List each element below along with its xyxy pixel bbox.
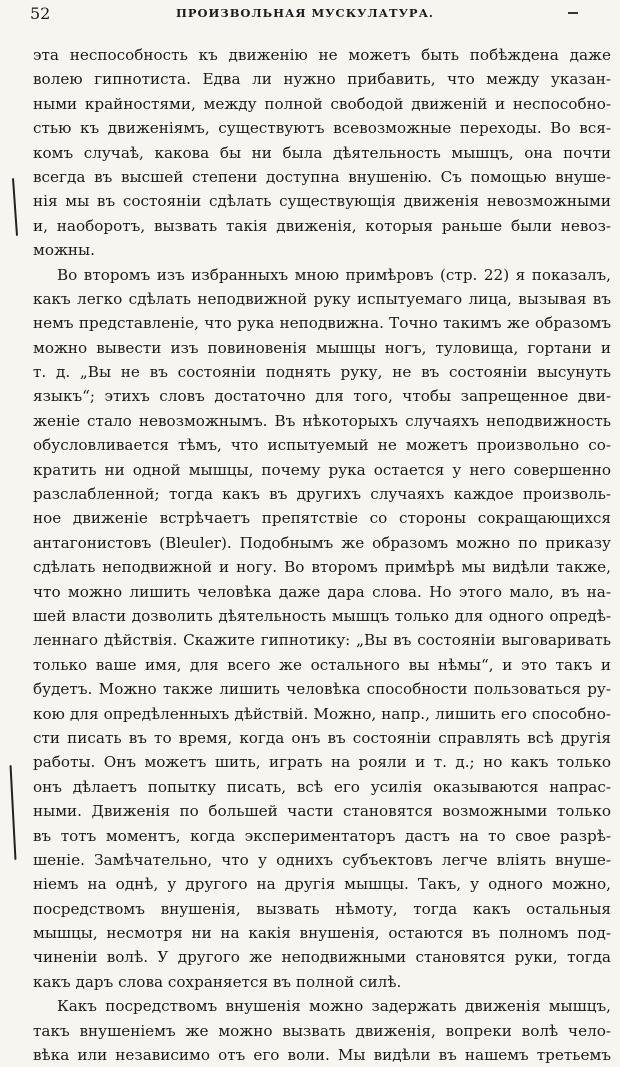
- margin-pencil-mark: [10, 765, 17, 860]
- body-text: [33, 43, 611, 1067]
- text-line: сдѣлать неподвижной и ногу. Во второмъ примѣрѣ мы видѣли также,: [33, 558, 611, 577]
- text-line: т. д. „Вы не въ состояніи поднять руку, не въ состояніи высунуть: [33, 363, 611, 382]
- text-line: комъ случаѣ, какова бы ни была дѣятельность мышцъ, она почти: [33, 143, 611, 162]
- text-line: вѣка или независимо отъ его воли. Мы видѣли въ нашемъ третьемъ: [33, 1046, 611, 1065]
- text-line: мышцы, несмотря ни на какія внушенія, остаются въ полномъ под-: [33, 924, 611, 943]
- text-line: волею гипнотиста. Едва ли нужно прибавить, что между указан-: [33, 70, 611, 89]
- text-line: сти писать въ то время, когда онъ въ состояніи справлять всѣ другія: [33, 728, 611, 747]
- text-line: антагонистовъ (Bleuler). Подобнымъ же образомъ можно по приказу: [33, 533, 611, 552]
- text-line: въ тотъ моментъ, когда экспериментаторъ дастъ на то свое разрѣ-: [33, 826, 611, 845]
- text-line: посредствомъ внушенія, вызвать нѣмоту, тогда какъ остальныя: [33, 899, 611, 918]
- text-line: какъ даръ слова сохраняется въ полной силѣ.: [33, 972, 402, 991]
- text-line: ное движеніе встрѣчаетъ препятствіе со стороны сокращающихся: [33, 509, 611, 528]
- page-header: [30, 2, 580, 24]
- text-line: можны.: [33, 241, 95, 260]
- text-line: Во второмъ изъ избранныхъ мною примѣровъ (стр. 22) я показалъ,: [57, 265, 611, 284]
- page-number: 52: [30, 3, 51, 23]
- text-line: какъ легко сдѣлать неподвижной руку испытуемаго лица, вызывая въ: [33, 289, 611, 308]
- text-line: шеніе. Замѣчательно, что у однихъ субъектовъ легче вліять внуше-: [33, 850, 611, 869]
- text-line: шей власти дозволить дѣятельность мышцъ только для одного опредѣ-: [33, 606, 611, 625]
- text-line: чиненіи волѣ. У другого же неподвижными становятся руки, тогда: [33, 948, 611, 967]
- text-line: онъ дѣлаетъ попытку писать, всѣ его усилія оказываются напрас-: [33, 777, 611, 796]
- text-line: стью къ движеніямъ, существуютъ всевозможные переходы. Во вся-: [33, 119, 611, 138]
- text-line: ніемъ на однѣ, у другого на другія мышцы. Такъ, у одного можно,: [33, 875, 611, 894]
- text-line: Какъ посредствомъ внушенія можно задержать движенія мышцъ,: [57, 997, 611, 1016]
- text-line: нія мы въ состояніи сдѣлать существующія движенія невозможными: [33, 192, 611, 211]
- text-line: разслабленной; тогда какъ въ другихъ случаяхъ каждое произволь-: [33, 485, 611, 504]
- text-line: ными крайностями, между полной свободой движеній и неспособно-: [33, 94, 611, 113]
- text-line: работы. Онъ можетъ шить, играть на рояли и т. д.; но какъ только: [33, 753, 611, 772]
- text-line: обусловливается тѣмъ, что испытуемый не можетъ произвольно со-: [33, 436, 611, 455]
- text-line: ными. Движенія по большей части становятся возможными только: [33, 802, 611, 821]
- text-line: что можно лишить человѣка даже дара слова. Но этого мало, въ на-: [33, 582, 611, 601]
- margin-pencil-mark: [12, 178, 18, 236]
- text-line: такъ внушеніемъ же можно вызвать движенія, вопреки волѣ чело-: [33, 1021, 611, 1040]
- text-line: кратить ни одной мышцы, почему рука остается у него совершенно: [33, 460, 611, 479]
- text-line: кою для опредѣленныхъ дѣйствій. Можно, напр., лишить его способно-: [33, 704, 611, 723]
- running-title: ПРОИЗВОЛЬНАЯ МУСКУЛАТУРА.: [176, 6, 434, 20]
- text-line: леннаго дѣйствія. Скажите гипнотику: „Вы въ состояніи выговаривать: [33, 631, 611, 650]
- text-line: будетъ. Можно также лишить человѣка способности пользоваться ру-: [33, 680, 611, 699]
- text-line: женіе стало невозможнымъ. Въ нѣкоторыхъ случаяхъ неподвижность: [33, 411, 611, 430]
- text-line: только ваше имя, для всего же остального вы нѣмы“, и это такъ и: [33, 655, 611, 674]
- text-line: немъ представленіе, что рука неподвижна. Точно такимъ же образомъ: [33, 314, 611, 333]
- text-line: языкъ“; этихъ словъ достаточно для того, чтобы запрещенное дви-: [33, 387, 611, 406]
- text-line: всегда въ высшей степени доступна внушенію. Съ помощью внуше-: [33, 167, 611, 186]
- text-line: эта неспособность къ движенію не можетъ быть побѣждена даже: [33, 46, 611, 64]
- text-line: и, наоборотъ, вызвать такія движенія, которыя раньше были невоз-: [33, 216, 611, 235]
- text-line: можно вывести изъ повиновенія мышцы ногъ, туловища, гортани и: [33, 338, 611, 357]
